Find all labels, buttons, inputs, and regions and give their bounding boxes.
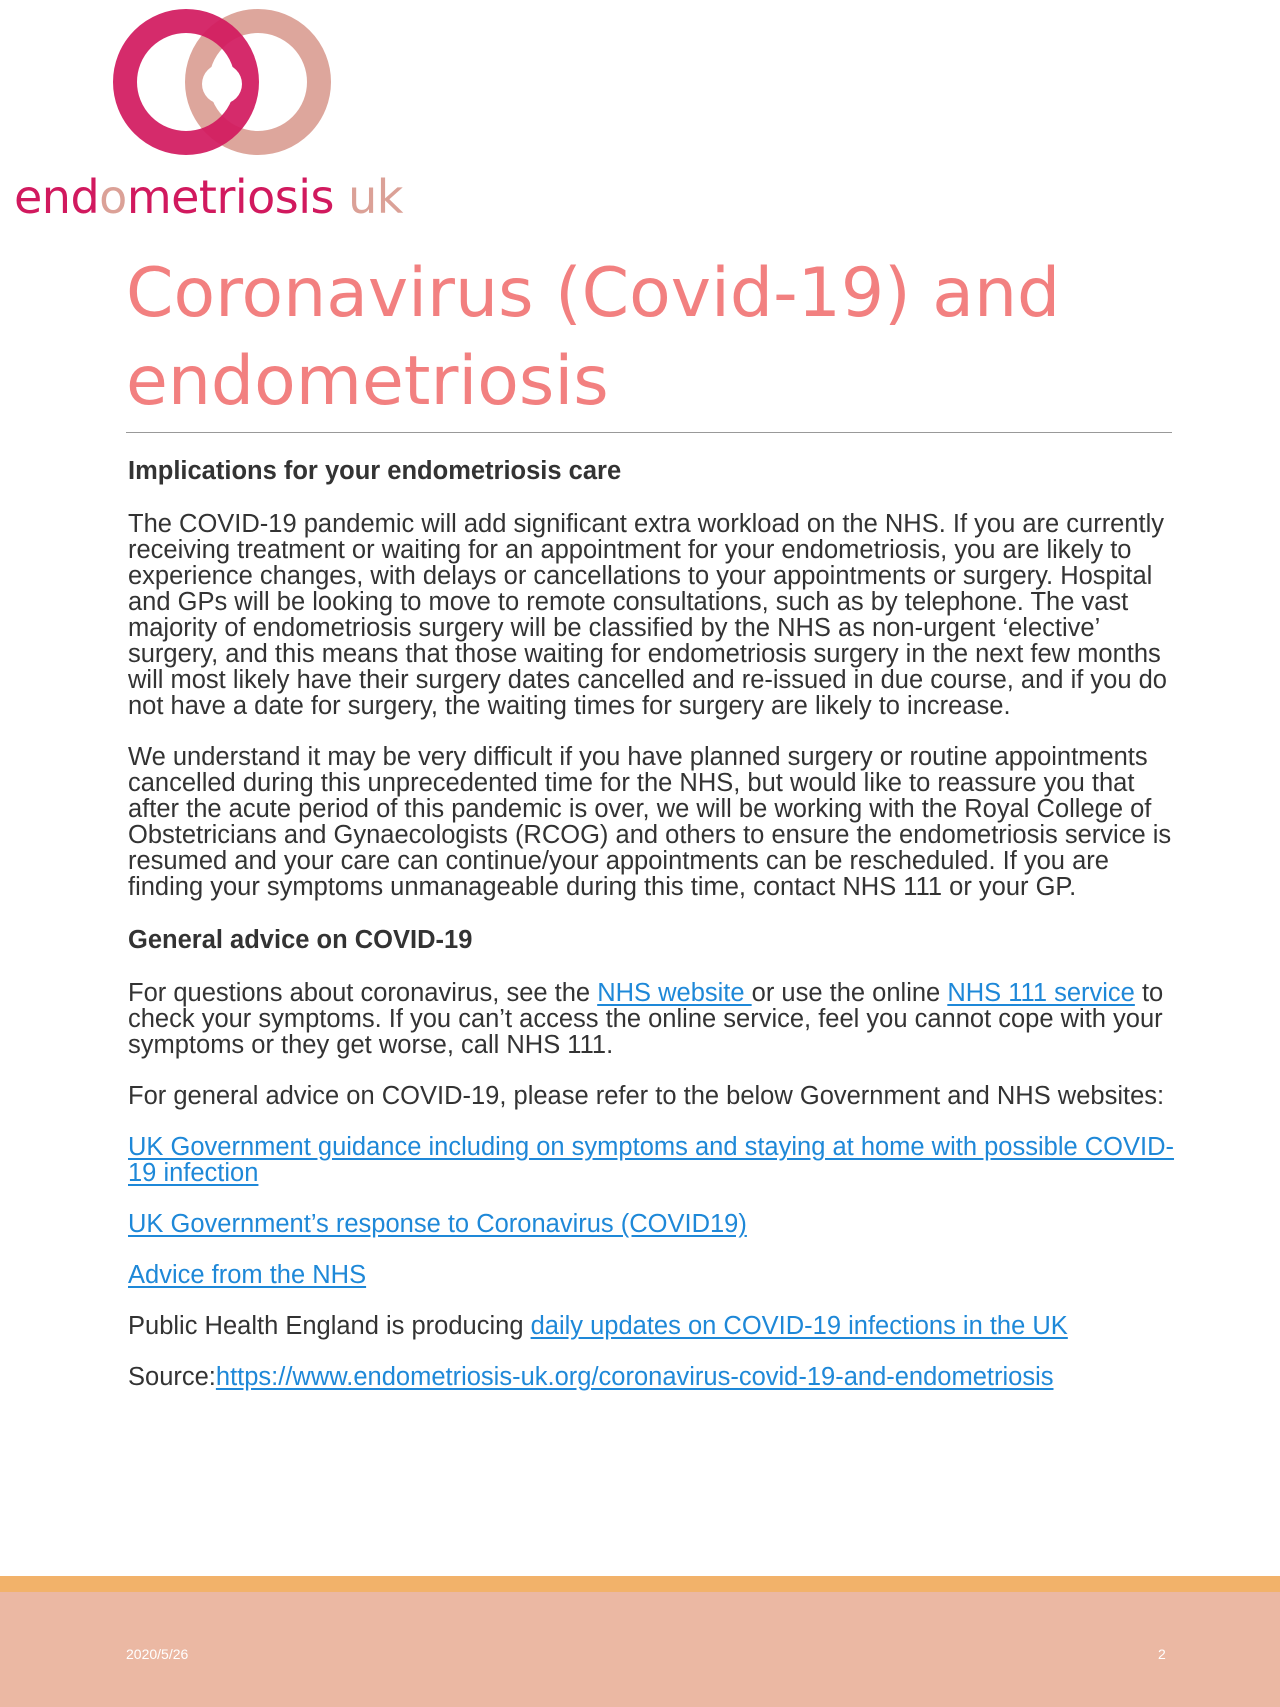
source-label: Source: [128, 1363, 216, 1391]
text-span: Public Health England is producing [128, 1312, 531, 1340]
paragraph-response-link [128, 1211, 1188, 1237]
uk-government-guidance-link[interactable]: UK Government guidance including on symptoms and staying at home with possible COVID-19 infection [128, 1133, 1175, 1187]
paragraph-guidance-link [128, 1134, 1188, 1186]
logo-text-part: end [14, 170, 100, 224]
section-heading-general-advice: General advice on COVID-19 [128, 926, 473, 954]
page-number: 2 [1158, 1646, 1166, 1662]
paragraph-general-advice: For general advice on COVID-19, please refer to the below Government and NHS websites: [128, 1082, 1165, 1110]
text-span: to check your symptoms. If you can’t access the online service, feel you cannot cope with your symptoms or they get worse, call NHS 111. [128, 979, 1164, 1059]
text-span: For questions about coronavirus, see the [128, 979, 598, 1007]
logo-text-part: uk [334, 170, 403, 224]
title-divider [126, 432, 1172, 433]
text-span: or use the online [751, 979, 948, 1007]
section-heading-care: Implications for your endometriosis care [128, 457, 622, 485]
endometriosis-uk-logo [14, 8, 444, 224]
page-title: Coronavirus (Covid-19) and endometriosis [126, 254, 1061, 421]
paragraph-source [128, 1364, 1188, 1390]
logo-rings-icon [106, 8, 356, 168]
paragraph-nhs-link [128, 1262, 1188, 1288]
uk-government-response-link[interactable]: UK Government’s response to Coronavirus (COVID19) [128, 1210, 747, 1238]
footer-accent-band [0, 1576, 1280, 1592]
nhs-111-service-link[interactable]: NHS 111 service [947, 979, 1135, 1007]
daily-updates-link[interactable]: daily updates on COVID-19 infections in the UK [530, 1312, 1068, 1340]
footer-date: 2020/5/26 [126, 1646, 189, 1662]
advice-from-nhs-link[interactable]: Advice from the NHS [128, 1261, 367, 1289]
logo-text-part: metriosis [126, 170, 335, 224]
paragraph-questions [128, 980, 1188, 1058]
document-body [128, 456, 1188, 1415]
paragraph-workload: The COVID-19 pandemic will add significant extra workload on the NHS. If you are currently receiving treatment or waiting for an appointment for your endometriosis, you are likely to experience changes, with delays or cancellations to your appointments or surgery. Hospital and GPs will be looking to move to remote consultations, such as by telephone. The vast majority of endometriosis surgery will be classified by the NHS as non-urgent ‘elective’ surgery, and this means that those waiting for endometriosis surgery in the next few months will most likely have their surgery dates cancelled and re-issued in due course, and if you do not have a date for surgery, the waiting times for surgery are likely to increase. [128, 510, 1167, 720]
source-url-link[interactable]: https://www.endometriosis-uk.org/coronavirus-covid-19-and-endometriosis [215, 1363, 1054, 1391]
paragraph-reassurance: We understand it may be very difficult if you have planned surgery or routine appointments cancelled during this unprecedented time for the NHS, but would like to reassure you that after the acute period of this pandemic is over, we will be working with the Royal College of Obstetricians and Gynaecologists (RCOG) and others to ensure the endometriosis service is resumed and your care can continue/your appointments can be rescheduled. If you are finding your symptoms unmanageable during this time, contact NHS 111 or your GP. [128, 743, 1172, 901]
logo-wordmark [14, 170, 403, 224]
nhs-website-link[interactable]: NHS website [597, 979, 752, 1007]
logo-text-part: o [99, 170, 127, 224]
footer-band [0, 1592, 1280, 1707]
paragraph-phe [128, 1313, 1188, 1339]
